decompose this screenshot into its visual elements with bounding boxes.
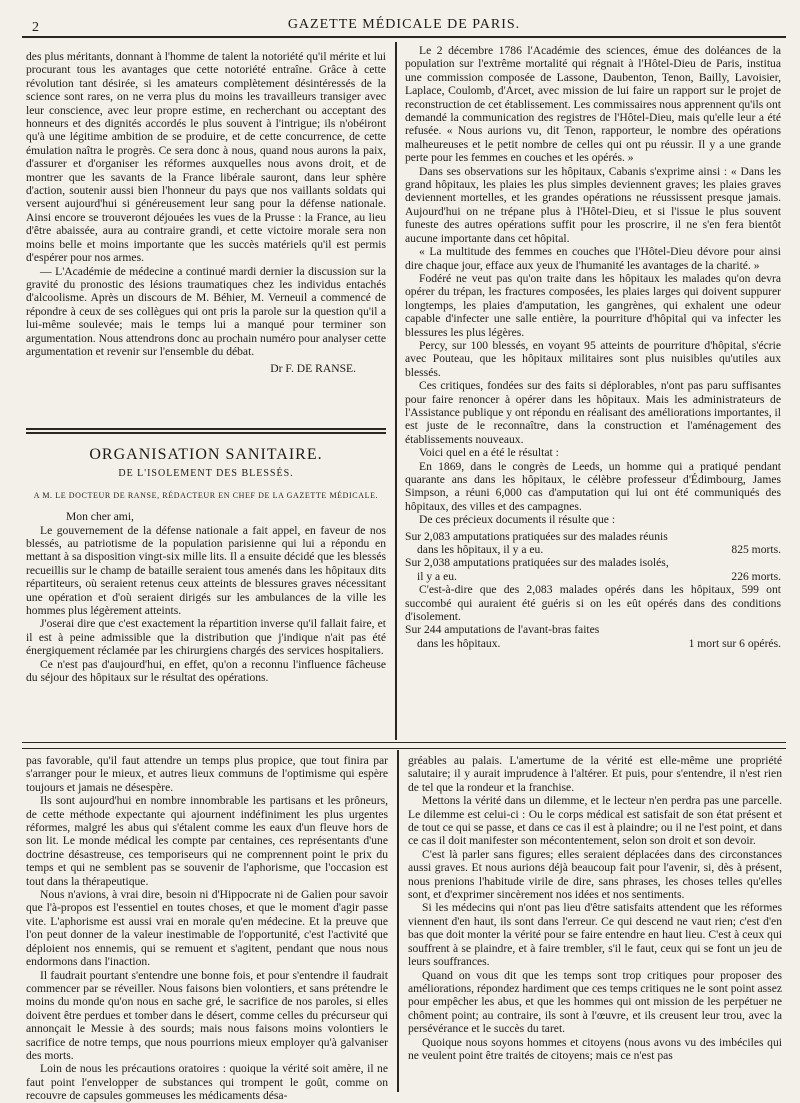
lower-right-column [408, 754, 782, 1092]
paragraph: « La multitude des femmes en couches que l'Hôtel-Dieu dévore pour ainsi dire chaque jour, efface aux yeux de l'humanité les avantages de la charité. » [405, 245, 781, 272]
section-addressee: A M. LE DOCTEUR DE RANSE, RÉDACTEUR EN CHEF DE LA GAZETTE MÉDICALE. [33, 490, 379, 500]
stat-line [405, 556, 781, 569]
upper-left-column [26, 50, 386, 420]
stat-label: il y a eu. [417, 569, 457, 583]
paragraph: Le gouvernement de la défense nationale a fait appel, en faveur de nos blessés, au patriotisme de la population parisienne qui lui a répondu en mettant à sa disposition vingt-six mille lits. Il a ensuite décidé que les blessés recueillis sur le champ de bataille seraient tous amenés dans les hôpitaux dits répartiteurs, où seraient retenus ceux atteints de blessures graves nécessitant une opération et d'où seraient dirigés sur les ambulances de la ville les hommes plus légèrement atteints. [26, 523, 386, 618]
paragraph: C'est là parler sans figures; elles seraient déplacées dans des circonstances aussi graves. Et nous aurions déjà beaucoup fait pour l'avenir, si, dès à présent, nous prenions l'habitude virile de dire, sans phrases, les choses telles qu'elles sont, et d'exprimer sincèrement nos idées et nos sentiments. [408, 847, 782, 902]
paragraph: J'oserai dire que c'est exactement la répartition inverse qu'il fallait faire, et il est à peine admissible que la distribution que j'indique n'ait pas été énergiquement réclamée par les chirurgiens chargés des services hospitaliers. [26, 617, 386, 658]
paragraph: Quand on vous dit que les temps sont trop critiques pour proposer des améliorations, répondez hardiment que ces temps critiques ne le sont point assez pour empêcher les abus, et que les hommes qui ont mission de les perpétuer ne chôment point; au contraire, ils sont à l'œuvre, et ils creusent leur trou, avec la persévérance et le succès du taret. [408, 968, 782, 1036]
section-divider [26, 428, 386, 430]
paragraph: gréables au palais. L'amertume de la vérité est elle-même une propriété salutaire; il y aurait imprudence à l'altérer. Et puis, pour s'entendre, il n'est rien de tel que la rondeur et la franchise. [408, 754, 782, 794]
paragraph: pas favorable, qu'il faut attendre un temps plus propice, que tout finira par s'arranger pour le mieux, et autres lieux communs de l'optimisme qui espère toujours et jamais ne désespère. [26, 754, 388, 794]
upper-right-column [405, 44, 781, 740]
stat-value: 226 morts. [731, 569, 781, 583]
stat-value: 825 morts. [731, 543, 781, 557]
column-rule [395, 42, 397, 740]
signature-prefix: Dr [270, 362, 283, 376]
section-organisation-sanitaire [26, 438, 386, 740]
band-divider [22, 742, 786, 749]
paragraph: Le 2 décembre 1786 l'Académie des sciences, émue des doléances de la population sur l'extrême mortalité qui régnait à l'Hôtel-Dieu de Paris, institua une commission composée de Lassone, Daubenton, Tenon, Bailly, Lavoisier, Laplace, Coulomb, d'Arcet, avec mission de lui faire un rapport sur le projet de reconstruction de cet établissement. Les commissaires nous apprennent qu'ils ont demandé la communication des registres de l'Hôtel-Dieu, mais qu'elle leur a été refusée. « Nous aurions vu, dit Tenon, rapporteur, le nombre des opérations malheureuses et le petit nombre de celles qui ont pu réussir. Il y a une grande perte pour les femmes en couches et les opérés. » [405, 44, 781, 165]
paragraph: Nous n'avions, à vrai dire, besoin ni d'Hippocrate ni de Galien pour savoir que l'à-propos est l'essentiel en toutes choses, et que le moment d'agir passe vite. L'aphorisme est aussi vrai en morale qu'en médecine. Et la preuve que l'on peut donner de la valeur inestimable de l'opportunité, c'est l'activité que déploient nos ennemis, qui se remuent et s'agitent, pendant que nous nous endormons dans l'inaction. [26, 888, 388, 969]
paragraph: Voici quel en a été le résultat : [419, 446, 559, 460]
paragraph: Mettons la vérité dans un dilemme, et le lecteur n'en perdra pas une parcelle. Le dilemme est celui-ci : Ou le corps médical est satisfait de son état présent et de tout ce qui se passe, et dans ce cas il est à plaindre; ou il ne l'est point, et dans ce cas il doit manifester son mécontentement, selon son droit et son devoir. [408, 794, 782, 848]
paragraph: — L'Académie de médecine a continué mardi dernier la discussion sur la gravité du pronostic des lésions traumatiques chez les individus entachés d'alcoolisme. Après un discours de M. Béhier, M. Verneuil a commencé de répondre à ceux de ses collègues qui ont pris la parole sur la question qu'il a lui-même soulevée; mais le temps lui a manqué pour terminer son argumentation. Nous attendrons donc au prochain numéro pour analyser cette argumentation et revenir sur l'ensemble du débat. [26, 264, 386, 358]
paragraph: C'est-à-dire que des 2,083 malades opérés dans les hôpitaux, 599 ont succombé qui auraient été guéris si on les eût opérés dans des conditions d'isolement. [405, 583, 781, 624]
paragraph: Fodéré ne veut pas qu'on traite dans les hôpitaux les malades qu'on devra opérer du trépan, les fractures composées, les plaies larges qui doivent suppurer longtemps, les plaies d'amputation, les gangrènes, qui exhalent une odeur capable d'infecter une salle entière, la pourriture d'hôpital qui va infecter les blessures les plus légères. [405, 271, 781, 339]
stat-label: Sur 2,083 amputations pratiquées sur des malades réunis [405, 529, 668, 543]
stat-label: dans les hôpitaux. [417, 636, 501, 650]
paragraph: des plus méritants, donnant à l'homme de talent la notoriété qu'il mérite et lui procurant tous les avantages que cette notoriété entraîne. Grâce à cette révolution tant désirée, si les amateurs complètement désintéressés de la science sont rares, on ne verra plus du moins les travailleurs transiger avec leur conscience, avec leur propre estime, en recherchant ou acceptant des honneurs et des dignités accordés le plus souvent à l'intrigue; ils n'obéiront qu'à une légitime ambition de se produire, et de cette concurrence, de cette émulation naîtra le progrès. Ce sera donc à nous, quand nous aurons la paix, d'assurer et d'organiser les réformes auxquelles nous avons droit, et de montrer que les savants de la France libérale sauront, dans leur sphère d'action, soutenir aussi bien l'honneur du pays que nos vaillants soldats qui versent aujourd'hui si généreusement leur sang pour la défense nationale. Ainsi encore se trouveront déjouées les vues de la Prusse : la France, au lieu d'être abaissée, aura au contraire grandi, et cette victoire morale sera non moins belle et moins importante que les succès matériels qu'il est permis d'espérer pour nos armes. [26, 50, 386, 265]
paragraph: Dans ses observations sur les hôpitaux, Cabanis s'exprime ainsi : « Dans les grand hôpitaux, les plaies les plus simples deviennent graves; les plaies graves deviennent mortelles, et les grandes opérations ne réussissent presque jamais. Aujourd'hui on ne trépane plus à l'Hôtel-Dieu, et si l'issue le plus souvent funeste des autres opérations suffit pour les proscrire, il ne s'en fera bientôt aucune importante dans cet hôpital. [405, 164, 781, 245]
paragraph: Il faudrait pourtant s'entendre une bonne fois, et pour s'entendre il faudrait commencer par se réveiller. Nous faisons bien volontiers, et sans prétendre le moins du monde qu'on nous en sache gré, le sacrifice de nos paroles, si elles doivent être perdues et tomber dans le désert, comme celles du précurseur qui annonçait le Messie à des sourds; mais nous faisons moins volontiers le sacrifice de notre temps, que nous pourrions mieux employer qu'à galvaniser des morts. [26, 968, 388, 1062]
stat-line [405, 543, 781, 556]
paragraph: Ils sont aujourd'hui en nombre innombrable les partisans et les prôneurs, de cette méthode expectante qui ajournent indéfiniment les plus urgentes réformes, malgré les abus qui s'étalent comme les eaux d'un fleuve hors de son lit. Le monde médical les compte par centaines, ces représentants d'une doctrine désastreuse, ces temporiseurs qui ne comprennent point le prix du temps et qui ne semblent pas se souvenir de l'aphorisme, que l'occasion est tout dans la thérapeutique. [26, 794, 388, 888]
section-subtitle: DE L'ISOLEMENT DES BLESSÉS. [118, 468, 294, 480]
page-header [22, 14, 786, 38]
stat-value: 1 mort sur 6 opérés. [688, 636, 781, 650]
paragraph: En 1869, dans le congrès de Leeds, un homme qui a pratiqué pendant quarante ans dans les hôpitaux, le célèbre professeur d'Édimbourg, James Simpson, a réuni 6,000 cas d'amputation qui lui ont été communiqués des hôpitaux, des villes et des campagnes. [405, 459, 781, 513]
paragraph: Percy, sur 100 blessés, en voyant 95 atteints de pourriture d'hôpital, s'écrie avec Pouteau, que les hôpitaux militaires sont plus nuisibles qu'utiles aux blessés. [405, 338, 781, 379]
stat-label: Sur 244 amputations de l'avant-bras faites [405, 623, 600, 637]
stat-label: dans les hôpitaux, il y a eu. [417, 543, 544, 557]
signature-name: F. DE RANSE. [285, 362, 356, 376]
paragraph: Ce n'est pas d'aujourd'hui, en effet, qu'on a reconnu l'influence fâcheuse du séjour des hôpitaux sur le résultat des opérations. [26, 657, 386, 685]
journal-title: GAZETTE MÉDICALE DE PARIS. [287, 17, 521, 32]
section-divider [26, 432, 386, 434]
signature [26, 362, 386, 375]
column-rule [397, 750, 399, 1092]
lower-left-column [26, 754, 388, 1103]
paragraph: Si les médecins qui n'ont pas lieu d'être satisfaits attendent que les réformes viennent d'en haut, ils sont dans l'erreur. Ce qui descend ne vaut rien; c'est d'en bas que doit monter la vérité pour se faire entendre en haut lieu. C'est à ceux qui souffrent à se plaindre, et à faire trembler, s'il le faut, ceux qui se font un jeu de leurs souffrances. [408, 901, 782, 969]
section-title: ORGANISATION SANITAIRE. [89, 446, 323, 463]
paragraph: Ces critiques, fondées sur des faits si déplorables, n'ont pas paru suffisantes pour faire renoncer à opérer dans les hôpitaux. Mais les administrateurs de l'Assistance publique y ont répondu en réalisant des améliorations importantes, il est juste de le reconnaître, dans la construction et l'aménagement des établissements nouveaux. [405, 379, 781, 446]
salutation: Mon cher ami, [66, 510, 134, 524]
stat-line [405, 570, 781, 583]
stat-label: Sur 2,038 amputations pratiquées sur des malades isolés, [405, 556, 669, 570]
stat-line [405, 637, 781, 650]
page-number: 2 [32, 20, 39, 35]
paragraph: De ces précieux documents il résulte que : [419, 513, 616, 527]
paragraph: Quoique nous soyons hommes et citoyens (nous avons vu des imbéciles qui ne veulent point être traités de citoyens; mais ce n'est pas [408, 1035, 782, 1062]
stat-line [405, 530, 781, 543]
stat-line [405, 623, 781, 636]
paragraph: Loin de nous les précautions oratoires : quoique la vérité soit amère, il ne faut point l'envelopper de substances qui trompent le goût, comme on recouvre de capsules gommeuses les médicaments désa- [26, 1062, 388, 1103]
